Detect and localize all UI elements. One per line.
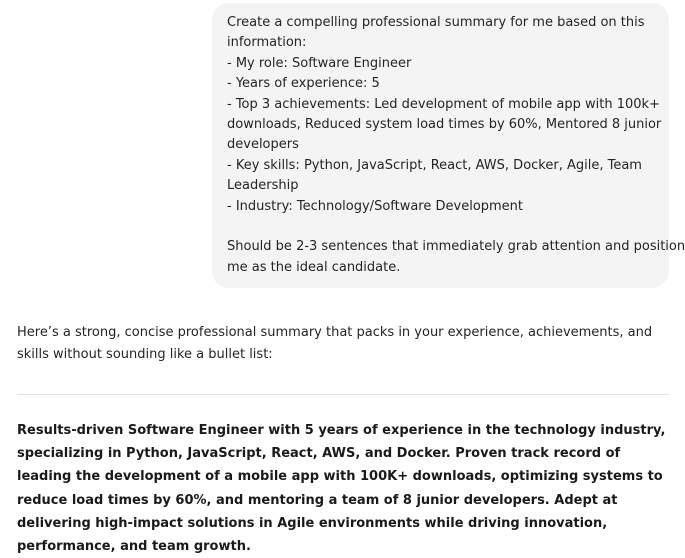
user-message-line: - Top 3 achievements: Led development of mobile app with 100k+ bbox=[227, 96, 660, 112]
user-message-line: - My role: Software Engineer bbox=[227, 55, 412, 71]
horizontal-divider bbox=[17, 394, 669, 395]
paragraph-spacer bbox=[227, 217, 655, 237]
user-message-line: information: bbox=[227, 35, 307, 51]
user-message-line: me as the ideal candidate. bbox=[227, 259, 401, 275]
user-message-line: - Years of experience: 5 bbox=[227, 76, 380, 92]
professional-summary-text: Results-driven Software Engineer with 5 years of experience in the technology industry, specializing in Python, JavaScript, React, AWS, and Docker. Proven track record of leading the development of a mobile app with 100K+ downloads, optimizing systems to reduce load times by 60%, and mentoring a team of 8 junior developers. Adept at delivering high-impact solutions in Agile environments while driving innovation, performance, and team growth. bbox=[17, 423, 666, 555]
assistant-intro-text: Here’s a strong, concise professional summary that packs in your experience, achievements, and skills without sounding like a bullet list: bbox=[17, 325, 653, 362]
user-message-bubble bbox=[212, 3, 685, 288]
user-message-line: downloads, Reduced system load times by 60%, Mentored 8 junior bbox=[227, 117, 662, 133]
user-message-line: - Key skills: Python, JavaScript, React, AWS, Docker, Agile, Team bbox=[227, 157, 642, 173]
user-message-line: - Industry: Technology/Software Development bbox=[227, 198, 524, 214]
user-message-line: Create a compelling professional summary for me based on this bbox=[227, 15, 645, 30]
user-message-line: Should be 2-3 sentences that immediately grab attention and position bbox=[227, 239, 685, 255]
user-message-line: developers bbox=[227, 137, 299, 153]
user-message-line: Leadership bbox=[227, 178, 299, 194]
